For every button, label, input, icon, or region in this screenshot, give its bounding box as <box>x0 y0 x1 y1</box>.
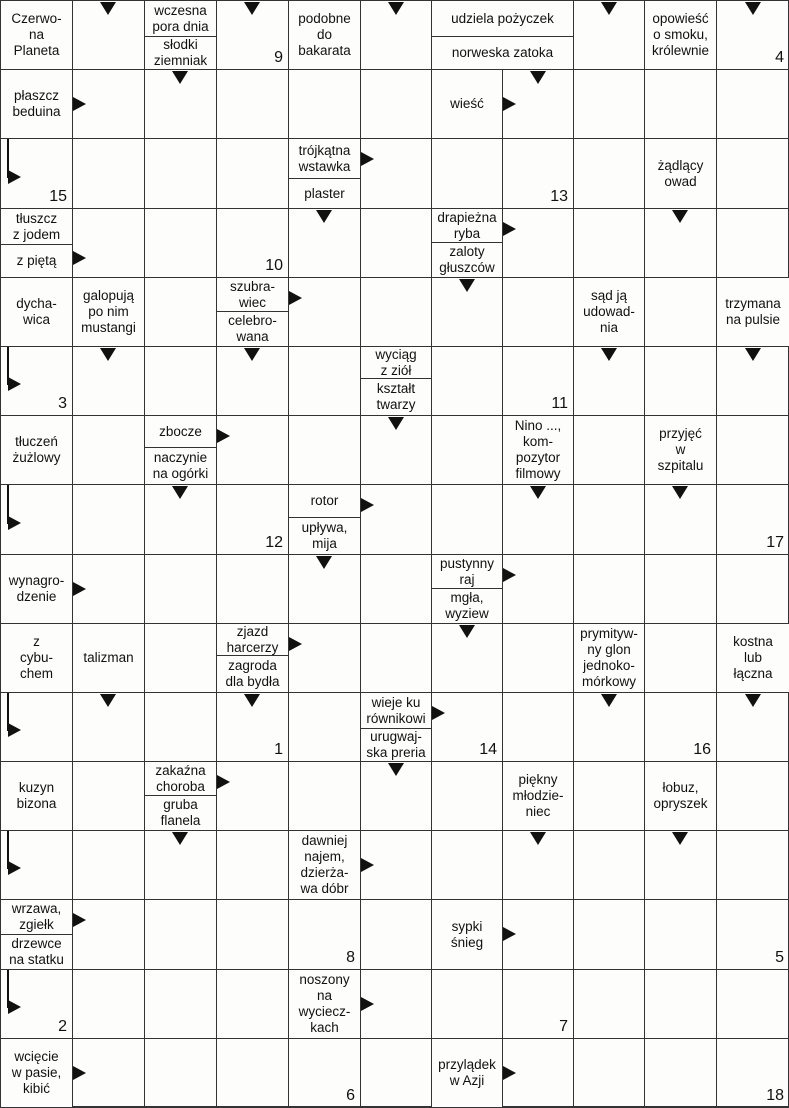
solution-number: 9 <box>274 49 283 66</box>
solution-number: 13 <box>550 188 568 205</box>
clue-cell <box>216 277 289 347</box>
clue-cell <box>0 0 73 70</box>
answer-cell[interactable] <box>644 969 717 1039</box>
answer-cell[interactable] <box>431 761 503 831</box>
clue-text: płaszcz beduina <box>12 88 61 119</box>
arrow-right-icon <box>503 1066 516 1080</box>
solution-number: 10 <box>265 257 283 274</box>
answer-cell[interactable] <box>716 208 789 278</box>
answer-cell[interactable] <box>72 415 145 485</box>
clue-text-lower: z piętą <box>16 253 57 268</box>
clue-text: łobuz, opryszek <box>653 780 708 811</box>
clue-text: Nino ..., kom- pozytor filmowy <box>514 418 562 481</box>
clue-text: dycha- wica <box>16 296 57 327</box>
answer-cell[interactable] <box>288 415 361 485</box>
clue-cell <box>431 1038 503 1108</box>
arrow-right-icon <box>217 775 230 789</box>
solution-number: 1 <box>274 741 283 758</box>
answer-cell[interactable] <box>644 554 717 624</box>
clue-text: piękny młodzie- niec <box>512 772 564 819</box>
answer-cell[interactable] <box>716 830 789 900</box>
answer-cell[interactable] <box>360 623 432 693</box>
arrow-right-icon <box>503 568 516 582</box>
bent-arrow-head-icon <box>8 377 21 391</box>
clue-cell <box>644 0 717 70</box>
answer-cell[interactable] <box>216 415 289 485</box>
clue-text-lower: mgła, wyziew <box>445 590 489 621</box>
clue-text-lower: zaloty głuszców <box>439 244 495 275</box>
answer-cell[interactable] <box>573 899 645 970</box>
solution-number: 8 <box>346 949 355 966</box>
arrow-right-icon <box>361 858 374 872</box>
clue-text-upper: tłuszcz z jodem <box>12 210 61 242</box>
clue-text-upper: drapieżna ryba <box>437 209 497 241</box>
answer-cell[interactable] <box>573 830 645 900</box>
answer-cell[interactable] <box>431 346 503 416</box>
clue-cell <box>288 0 361 70</box>
answer-cell[interactable] <box>144 554 217 624</box>
clue-cell <box>431 554 503 624</box>
answer-cell[interactable] <box>431 415 503 485</box>
clue-cell <box>502 761 574 831</box>
answer-cell[interactable] <box>288 692 361 762</box>
answer-cell[interactable] <box>644 277 717 347</box>
clue-cell <box>360 346 432 416</box>
answer-cell[interactable] <box>716 69 789 139</box>
answer-cell[interactable] <box>216 1038 289 1108</box>
clue-text: tłuczeń żużlowy <box>12 434 61 465</box>
arrow-down-icon <box>172 832 188 845</box>
arrow-right-icon <box>73 251 86 265</box>
answer-cell[interactable] <box>216 969 289 1039</box>
answer-cell[interactable] <box>644 346 717 416</box>
clue-text-upper: wczesna pora dnia <box>152 2 209 34</box>
clue-cell <box>431 69 503 139</box>
answer-cell[interactable] <box>216 899 289 970</box>
arrow-down-icon <box>316 210 332 223</box>
arrow-down-icon <box>244 2 260 15</box>
clue-text-upper: trójkątna wstawka <box>298 142 351 174</box>
arrow-right-icon <box>503 97 516 111</box>
answer-cell[interactable] <box>72 208 145 278</box>
clue-text: wynagro- dzenie <box>8 573 65 604</box>
clue-text: Czerwo- na Planeta <box>11 11 62 58</box>
grid-line-horizontal <box>0 969 789 970</box>
clue-cell <box>0 277 73 347</box>
answer-cell[interactable] <box>288 69 361 139</box>
answer-cell[interactable] <box>573 554 645 624</box>
clue-text: opowieść o smoku, królewnie <box>651 11 710 58</box>
answer-cell[interactable] <box>216 830 289 900</box>
answer-cell[interactable] <box>144 346 217 416</box>
answer-cell[interactable] <box>573 969 645 1039</box>
bent-arrow-head-icon <box>8 861 21 875</box>
clue-cell <box>144 0 217 70</box>
arrow-down-icon <box>388 763 404 776</box>
answer-cell[interactable] <box>644 1038 717 1108</box>
clue-text: żądlący owad <box>657 157 704 189</box>
clue-cell <box>216 623 289 693</box>
clue-cell <box>144 761 217 831</box>
answer-cell[interactable] <box>360 208 432 278</box>
arrow-right-icon <box>361 498 374 512</box>
solution-number: 7 <box>559 1018 568 1035</box>
clue-cell <box>288 830 361 900</box>
clue-text: trzymana na pulsie <box>725 296 781 327</box>
clue-text-upper: udziela pożyczek <box>451 10 554 26</box>
answer-cell[interactable] <box>573 138 645 209</box>
answer-cell[interactable] <box>502 554 574 624</box>
solution-number: 17 <box>766 534 784 551</box>
clue-text: przyjęć w szpitalu <box>657 426 704 473</box>
clue-text-lower: plaster <box>304 185 345 201</box>
arrow-down-icon <box>100 2 116 15</box>
arrow-right-icon <box>73 97 86 111</box>
clue-text-lower: słodki ziemniak <box>153 37 208 68</box>
arrow-right-icon <box>361 152 374 166</box>
answer-cell[interactable] <box>216 761 289 831</box>
clue-cell <box>644 761 717 831</box>
clue-cell <box>431 208 503 278</box>
clue-text-lower: celebro- wana <box>228 313 277 344</box>
answer-cell[interactable] <box>716 969 789 1039</box>
clue-text-lower: gruba flanela <box>160 797 201 828</box>
answer-cell[interactable] <box>144 623 217 693</box>
clue-cell <box>431 899 503 970</box>
bent-arrow-head-icon <box>8 723 21 737</box>
answer-cell[interactable] <box>360 69 432 139</box>
clue-cell <box>360 692 432 762</box>
clue-cell <box>0 69 73 139</box>
answer-cell[interactable] <box>431 830 503 900</box>
clue-text: podobne do bakarata <box>298 11 351 58</box>
answer-cell[interactable] <box>144 969 217 1039</box>
arrow-right-icon <box>73 582 86 596</box>
arrow-right-icon <box>73 1066 86 1080</box>
clue-text-upper: wyciąg z ziół <box>375 347 417 378</box>
clue-cell <box>716 277 789 347</box>
grid-line-horizontal <box>0 899 789 900</box>
solution-number: 5 <box>775 949 784 966</box>
clue-cell <box>288 969 361 1039</box>
answer-cell[interactable] <box>144 1038 217 1108</box>
arrow-right-icon <box>361 997 374 1011</box>
clue-cell <box>0 1038 73 1108</box>
answer-cell[interactable] <box>360 899 432 970</box>
bent-arrow-head-icon <box>8 516 21 530</box>
solution-number: 18 <box>766 1087 784 1104</box>
clue-cell <box>288 484 361 555</box>
clue-text-upper: wieje ku równikowi <box>366 694 426 726</box>
arrow-down-icon <box>100 348 116 361</box>
clue-text-upper: zakaźna choroba <box>155 762 206 794</box>
answer-cell[interactable] <box>72 899 145 970</box>
answer-cell[interactable] <box>72 969 145 1039</box>
arrow-down-icon <box>459 625 475 638</box>
clue-text-upper: szubra- wiec <box>229 278 275 310</box>
clue-cell <box>644 138 717 209</box>
arrow-down-icon <box>745 2 761 15</box>
arrow-down-icon <box>672 832 688 845</box>
bent-arrow-head-icon <box>8 170 21 184</box>
clue-cell <box>502 415 574 485</box>
answer-cell[interactable] <box>431 969 503 1039</box>
clue-text: wieść <box>450 96 484 111</box>
clue-text: noszony na wyciecz- kach <box>298 972 351 1035</box>
solution-number: 12 <box>265 534 283 551</box>
arrow-down-icon <box>388 417 404 430</box>
answer-cell[interactable] <box>716 761 789 831</box>
grid-line-horizontal <box>0 1038 789 1039</box>
clue-text-lower: urugwaj- ska preria <box>366 729 426 760</box>
clue-text: wcięcie w pasie, kibić <box>11 1049 62 1096</box>
solution-number: 2 <box>58 1018 67 1035</box>
clue-cell <box>573 623 645 693</box>
arrow-right-icon <box>503 222 516 236</box>
arrow-down-icon <box>745 694 761 707</box>
answer-cell[interactable] <box>72 761 145 831</box>
answer-cell[interactable] <box>573 208 645 278</box>
clue-text: kostna lub łączna <box>733 634 773 681</box>
clue-cell <box>0 761 73 831</box>
clue-cell <box>0 899 73 970</box>
clue-text: sąd ją udowad- nia <box>583 288 635 335</box>
answer-cell[interactable] <box>360 1038 432 1108</box>
answer-cell[interactable] <box>573 761 645 831</box>
answer-cell[interactable] <box>144 692 217 762</box>
clue-text: kuzyn bizona <box>16 780 57 811</box>
answer-cell[interactable] <box>502 277 574 347</box>
arrow-down-icon <box>601 2 617 15</box>
answer-cell[interactable] <box>502 623 574 693</box>
answer-cell[interactable] <box>216 138 289 209</box>
answer-cell[interactable] <box>72 830 145 900</box>
answer-cell[interactable] <box>216 554 289 624</box>
answer-cell[interactable] <box>360 277 432 347</box>
answer-cell[interactable] <box>288 623 361 693</box>
clue-cell <box>72 277 145 347</box>
solution-number: 16 <box>693 741 711 758</box>
solution-number: 11 <box>551 395 568 412</box>
arrow-right-icon <box>289 637 302 651</box>
arrow-down-icon <box>388 2 404 15</box>
answer-cell[interactable] <box>72 138 145 209</box>
answer-cell[interactable] <box>431 138 503 209</box>
clue-cell <box>72 623 145 693</box>
clue-text-lower: kształt twarzy <box>376 381 416 412</box>
arrow-down-icon <box>172 71 188 84</box>
clue-text-lower: norweska zatoka <box>451 45 554 60</box>
clue-cell <box>0 623 73 693</box>
answer-cell[interactable] <box>644 69 717 139</box>
clue-text: dawniej najem, dzierża- wa dóbr <box>300 833 349 896</box>
clue-text-upper: zjazd harcerzy <box>226 624 279 655</box>
clue-cell <box>144 415 217 485</box>
arrow-right-icon <box>289 291 302 305</box>
clue-text: galopują po nim mustangi <box>81 288 136 335</box>
arrow-right-icon <box>503 927 516 941</box>
answer-cell[interactable] <box>144 208 217 278</box>
arrow-down-icon <box>172 486 188 499</box>
answer-cell[interactable] <box>216 69 289 139</box>
arrow-down-icon <box>530 71 546 84</box>
clue-text-upper: pustynny raj <box>439 555 495 587</box>
clue-text-lower: naczynie na ogórki <box>152 450 209 481</box>
clue-text: z cybu- chem <box>19 634 53 681</box>
arrow-down-icon <box>530 486 546 499</box>
clue-cell <box>0 415 73 485</box>
clue-text-upper: wrzawa, zgiełk <box>11 901 62 932</box>
answer-cell[interactable] <box>72 484 145 555</box>
solution-number: 6 <box>346 1087 355 1104</box>
clue-text-lower: upływa, mija <box>301 520 348 551</box>
answer-cell[interactable] <box>644 899 717 970</box>
clue-text-upper: zbocze <box>159 423 202 439</box>
answer-cell[interactable] <box>716 554 789 624</box>
arrow-down-icon <box>100 694 116 707</box>
clue-text: prymityw- ny glon jednoko- mórkowy <box>580 626 638 689</box>
answer-cell[interactable] <box>502 692 574 762</box>
answer-cell[interactable] <box>360 484 432 555</box>
solution-number: 15 <box>49 188 67 205</box>
arrow-down-icon <box>601 348 617 361</box>
arrow-down-icon <box>244 348 260 361</box>
answer-cell[interactable] <box>360 554 432 624</box>
arrow-down-icon <box>745 348 761 361</box>
solution-number: 14 <box>479 741 497 758</box>
answer-cell[interactable] <box>288 346 361 416</box>
clue-cell <box>0 554 73 624</box>
clue-text-lower: zagroda dla bydła <box>225 658 280 689</box>
answer-cell[interactable] <box>716 138 789 209</box>
arrow-right-icon <box>217 429 230 443</box>
answer-cell[interactable] <box>716 415 789 485</box>
solution-number: 3 <box>58 395 67 412</box>
answer-cell[interactable] <box>144 899 217 970</box>
solution-number: 4 <box>775 49 784 66</box>
arrow-right-icon <box>432 706 445 720</box>
arrow-down-icon <box>459 279 475 292</box>
clue-cell <box>573 277 645 347</box>
answer-cell[interactable] <box>144 138 217 209</box>
clue-cell <box>716 623 789 693</box>
arrow-right-icon <box>73 913 86 927</box>
arrow-down-icon <box>530 832 546 845</box>
arrow-down-icon <box>672 486 688 499</box>
clue-cell <box>431 0 574 70</box>
grid-line-horizontal <box>0 554 789 555</box>
clue-text: sypki śnieg <box>450 918 484 950</box>
bent-arrow-head-icon <box>8 1000 21 1014</box>
answer-cell[interactable] <box>573 69 645 139</box>
answer-cell[interactable] <box>360 138 432 209</box>
clue-text: talizman <box>83 650 134 665</box>
answer-cell[interactable] <box>288 761 361 831</box>
answer-cell[interactable] <box>573 415 645 485</box>
clue-cell <box>644 415 717 485</box>
answer-cell[interactable] <box>573 1038 645 1108</box>
answer-cell[interactable] <box>573 484 645 555</box>
answer-cell[interactable] <box>288 277 361 347</box>
answer-cell[interactable] <box>502 208 574 278</box>
arrow-down-icon <box>244 694 260 707</box>
arrow-down-icon <box>601 694 617 707</box>
arrow-down-icon <box>316 556 332 569</box>
clue-text-lower: drzewce na statku <box>9 936 64 967</box>
arrow-down-icon <box>672 210 688 223</box>
clue-text-upper: rotor <box>310 493 339 508</box>
answer-cell[interactable] <box>644 623 717 693</box>
clue-cell <box>288 138 361 209</box>
clue-cell <box>0 208 73 278</box>
answer-cell[interactable] <box>144 277 217 347</box>
clue-text: przylądek w Azji <box>438 1057 496 1088</box>
answer-cell[interactable] <box>431 484 503 555</box>
